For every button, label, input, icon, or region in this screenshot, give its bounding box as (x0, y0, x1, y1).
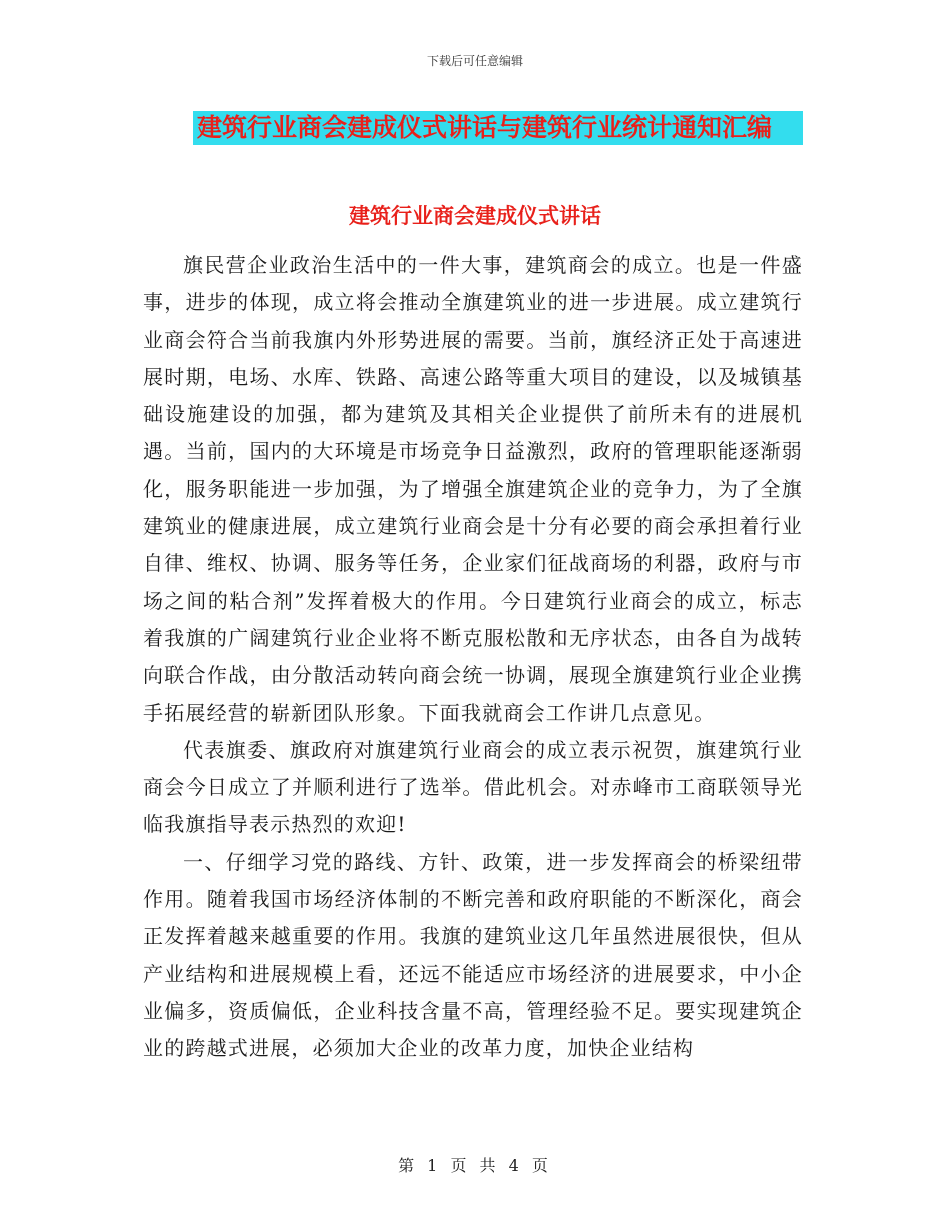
page-header-note: 下载后可任意编辑 (426, 54, 523, 68)
document-title-highlight (193, 111, 803, 145)
section-title: 建筑行业商会建成仪式讲话 (349, 204, 601, 228)
document-body (143, 247, 803, 1068)
paragraph-1: 旗民营企业政治生活中的一件大事，建筑商会的成立。也是一件盛事，进步的体现，成立将会推动全旗建筑业的进一步进展。成立建筑行业商会符合当前我旗内外形势进展的需要。当前，旗经济正处于高速进展时期，电场、水库、铁路、高速公路等重大项目的建设，以及城镇基础设施建设的加强，都为建筑及其相关企业提供了前所未有的进展机遇。当前，国内的大环境是市场竞争日益激烈，政府的管理职能逐渐弱化，服务职能进一步加强，为了增强全旗建筑企业的竞争力，为了全旗建筑业的健康进展，成立建筑行业商会是十分有必要的商会承担着行业自律、维权、协调、服务等任务，企业家们征战商场的利器，政府与市场之间的粘合剂”发挥着极大的作用。今日建筑行业商会的成立，标志着我旗的广阔建筑行业企业将不断克服松散和无序状态，由各自为战转向联合作战，由分散活动转向商会统一协调，展现全旗建筑行业企业携手拓展经营的崭新团队形象。下面我就商会工作讲几点意见。 (143, 253, 803, 725)
paragraph-2: 代表旗委、旗政府对旗建筑行业商会的成立表示祝贺，旗建筑行业商会今日成立了并顺利进行了选举。借此机会。对赤峰市工商联领导光临我旗指导表示热烈的欢迎! (143, 737, 803, 837)
document-title: 建筑行业商会建成仪式讲话与建筑行业统计通知汇编 (197, 113, 773, 142)
page-number: 第 1 页 共 4 页 (398, 1156, 552, 1175)
paragraph-3: 一、仔细学习党的路线、方针、政策，进一步发挥商会的桥梁纽带作用。随着我国市场经济体制的不断完善和政府职能的不断深化，商会正发挥着越来越重要的作用。我旗的建筑业这几年虽然进展很快，但从产业结构和进展规模上看，还远不能适应市场经济的进展要求，中小企业偏多，资质偏低，企业科技含量不高，管理经验不足。要实现建筑企业的跨越式进展，必须加大企业的改革力度，加快企业结构 (143, 849, 803, 1061)
